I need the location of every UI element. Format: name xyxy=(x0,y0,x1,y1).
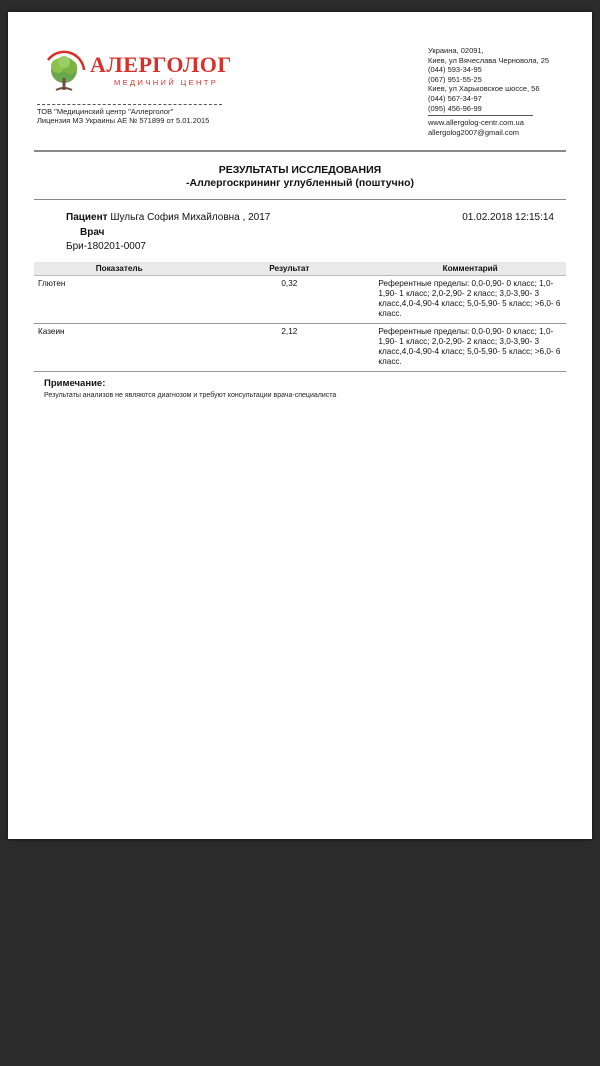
result-cell: 2,12 xyxy=(204,324,374,372)
phone-line: (044) 567-34-97 xyxy=(428,93,482,103)
column-header-comment: Комментарий xyxy=(374,262,566,276)
contact-block xyxy=(428,46,578,137)
divider xyxy=(34,199,566,200)
table-row xyxy=(34,276,566,324)
patient-name: Шульга София Михайловна , 2017 xyxy=(110,212,271,223)
logo-text: АЛЕРГОЛОГ xyxy=(90,52,232,77)
table-header-row xyxy=(34,262,566,276)
divider xyxy=(428,115,533,116)
sample-id: Бри-180201-0007 xyxy=(66,241,146,252)
address-line: Киев, ул Вячеслава Черновола, 25 xyxy=(428,55,550,65)
indicator-cell: Глютен xyxy=(34,276,204,324)
address-line: Киев, ул Харьковское шоссе, 56 xyxy=(428,84,540,94)
clinic-logo xyxy=(40,42,240,106)
divider xyxy=(37,104,222,105)
company-name: ТОВ "Медицинский центр "Аллерголог" xyxy=(37,107,174,116)
column-header-result: Результат xyxy=(204,262,374,276)
note-title: Примечание: xyxy=(44,378,106,389)
company-info xyxy=(37,104,222,125)
phone-line: (044) 593-34-95 xyxy=(428,65,482,75)
report-title-sub: -Аллергоскрининг углубленный (поштучно) xyxy=(186,177,414,189)
tree-icon xyxy=(40,50,88,98)
document-page xyxy=(8,12,592,839)
divider xyxy=(34,150,566,152)
phone-line: (067) 951-55-25 xyxy=(428,74,482,84)
patient-label: Пациент xyxy=(66,212,108,223)
result-cell: 0,32 xyxy=(204,276,374,324)
report-title xyxy=(34,164,566,190)
comment-cell: Референтные пределы: 0,0-0,90- 0 класс; 1,0-1,90- 1 класс; 2,0-2,90- 2 класс; 3,0-3,90- 3 класс,4,0-4,90-4 класс; 5,0-5,90- 5 класс; >6,0- 6 класс. xyxy=(374,324,566,372)
website-link[interactable]: www.allergolog-centr.com.ua xyxy=(428,118,524,128)
patient-line xyxy=(66,212,270,223)
email-link[interactable]: allergolog2007@gmail.com xyxy=(428,127,519,137)
table-row xyxy=(34,324,566,372)
report-datetime: 01.02.2018 12:15:14 xyxy=(462,212,554,223)
doctor-label: Врач xyxy=(80,227,105,238)
note-text: Результаты анализов не являются диагнозом и требуют консультации врача-специалиста xyxy=(44,392,337,399)
address-line: Украина, 02091, xyxy=(428,46,484,55)
logo-subtitle: МЕДИЧНИЙ ЦЕНТР xyxy=(114,78,219,87)
phone-line: (095) 456-96-99 xyxy=(428,103,482,113)
indicator-cell: Казеин xyxy=(34,324,204,372)
report-title-main: РЕЗУЛЬТАТЫ ИССЛЕДОВАНИЯ xyxy=(218,164,382,176)
comment-cell: Референтные пределы: 0,0-0,90- 0 класс; 1,0-1,90- 1 класс; 2,0-2,90- 2 класс; 3,0-3,90- 3 класс,4,0-4,90-4 класс; 5,0-5,90- 5 класс; >6,0- 6 класс. xyxy=(374,276,566,324)
license-text: Лицензия МЗ Украины АЕ № 571899 от 5.01.2015 xyxy=(37,116,210,125)
column-header-indicator: Показатель xyxy=(34,262,204,276)
results-table xyxy=(34,262,566,372)
